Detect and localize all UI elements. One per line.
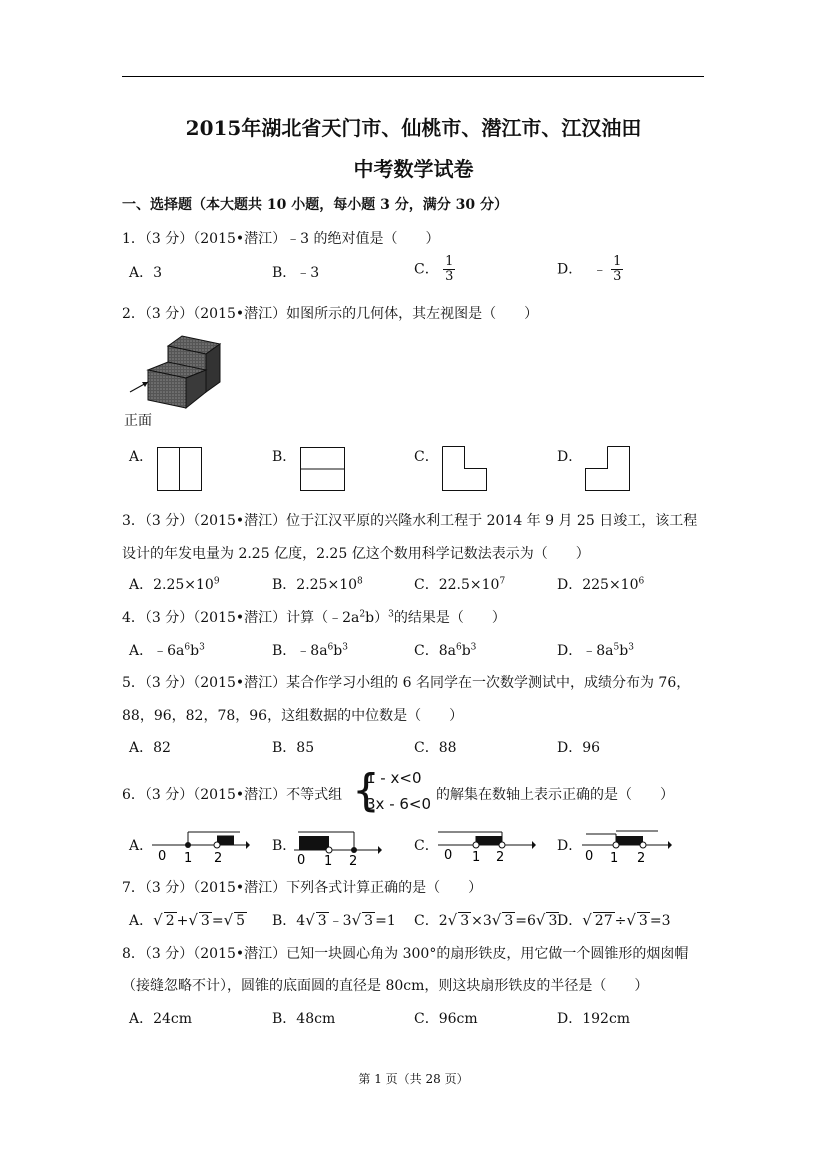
header-rule [122, 76, 704, 77]
page-footer: 第 1 页（共 28 页） [358, 1072, 469, 1086]
q6-numberline-c [436, 826, 536, 866]
q2-option-d: D． [557, 449, 583, 465]
tick-label-2: 2 [349, 854, 358, 866]
q6-numberline-d [580, 826, 672, 866]
q6-option-b: B． [272, 838, 297, 854]
q3-option-d: D．$225\times 10^6$ [557, 576, 645, 593]
question-3-line2: 设计的年发电量为 2.25 亿度，2.25 亿这个数用科学记数法表示为（ ） [122, 546, 590, 562]
question-1-stem: 1．（3 分）（2015•潜江）﹣3 的绝对值是（ ） [122, 231, 440, 247]
question-3-line1: 3．（3 分）（2015•潜江）位于江汉平原的兴隆水利工程于 2014 年 9 月 25 日竣工，该工程 [122, 513, 698, 529]
q5-option-d: D．96 [557, 740, 601, 756]
q7-option-a: A．√ 2 +√ 3 =√ 5 [129, 911, 246, 929]
q3-option-b: B．$2.25\times 10^8$ [272, 576, 363, 593]
q6-option-d: D． [557, 838, 583, 854]
q4-option-b: B．$﹣8a^6b^3$ [272, 642, 348, 659]
q2-option-b: B． [272, 449, 297, 465]
question-5-line2: 88，96，82，78，96，这组数据的中位数是（ ） [122, 708, 464, 724]
inequality-1: 1 - x<0 [366, 769, 422, 787]
q5-option-b: B．85 [272, 740, 315, 756]
tick-label-0: 0 [158, 849, 167, 864]
q8-option-c: C．96cm [414, 1011, 478, 1027]
q1-option-c: C． $\frac{1}{3}$ [414, 254, 454, 284]
front-view-label: 正面 [124, 413, 152, 429]
q2-figure-c [442, 446, 488, 492]
q1-option-d: D． ﹣ $\frac{1}{3}$ [557, 254, 622, 284]
page-title: 2015年湖北省天门市、仙桃市、潜江市、江汉油田 [185, 116, 642, 140]
q7-option-b: B．4√ 3 ﹣3√ 3 =1 [272, 911, 396, 929]
q4-option-c: C．$8a^6b^3$ [414, 642, 477, 659]
q6-numberline-a [150, 826, 250, 866]
q2-option-c: C． [414, 449, 439, 465]
q1-option-a: A．3 [129, 265, 163, 281]
q4-option-a: A．$﹣6a^6b^3$ [129, 642, 205, 659]
q6-option-a: A． [129, 838, 154, 854]
tick-label-1: 1 [184, 851, 193, 866]
q2-figure-d [585, 446, 631, 492]
fraction: $\frac{1}{3}$ [613, 254, 622, 284]
tick-label-0: 0 [297, 853, 306, 866]
tick-label-0: 0 [444, 848, 453, 863]
question-7-stem: 7．（3 分）（2015•潜江）下列各式计算正确的是（ ） [122, 880, 483, 896]
question-5-line1: 5．（3 分）（2015•潜江）某合作学习小组的 6 名同学在一次数学测试中，成绩分布为 76， [122, 675, 691, 691]
q2-figure-a [157, 447, 203, 493]
inequality-2: 3x - 6<0 [366, 795, 432, 813]
question-6-stem-post: 的解集在数轴上表示正确的是（ ） [436, 787, 674, 803]
question-6-stem-pre: 6．（3 分）（2015•潜江）不等式组 [122, 787, 343, 803]
question-8-line1: 8．（3 分）（2015•潜江）已知一块圆心角为 300°的扇形铁皮，用它做一个圆锥形的烟囱帽 [122, 946, 689, 962]
tick-label-2: 2 [496, 850, 505, 865]
tick-label-2: 2 [637, 851, 646, 866]
fraction: $\frac{1}{3}$ [445, 254, 454, 284]
system-brace: { [352, 765, 380, 816]
q6-numberline-b [292, 826, 382, 866]
question-8-line2: （接缝忽略不计），圆锥的底面圆的直径是 80cm，则这块扇形铁皮的半径是（ ） [122, 978, 649, 994]
q7-option-d: D．√ 27 ÷√ 3 =3 [557, 911, 671, 929]
q3-option-a: A．$2.25\times 10^9$ [129, 576, 220, 593]
q2-option-a: A． [129, 449, 154, 465]
question-4-stem: 4．（3 分）（2015•潜江）计算$(﹣2a^2b)^3$的结果是（ ） [122, 609, 506, 626]
page-subtitle: 中考数学试卷 [353, 157, 474, 181]
q8-option-b: B．48cm [272, 1011, 336, 1027]
question-2-stem: 2．（3 分）（2015•潜江）如图所示的几何体，其左视图是（ ） [122, 306, 539, 322]
q7-option-c: C．2√ 3 ×3√ 3 =6√ 3 [414, 911, 558, 929]
q1-option-b: B．﹣3 [272, 265, 320, 281]
q8-option-d: D．192cm [557, 1011, 631, 1027]
tick-label-2: 2 [214, 851, 223, 866]
q5-option-a: A．82 [129, 740, 171, 756]
tick-label-0: 0 [585, 849, 594, 864]
q4-option-d: D．$﹣8a^5b^3$ [557, 642, 634, 659]
tick-label-1: 1 [472, 850, 481, 865]
q5-option-c: C．88 [414, 740, 457, 756]
q3-option-c: C．$22.5\times 10^7$ [414, 576, 506, 593]
q8-option-a: A．24cm [129, 1011, 193, 1027]
tick-label-1: 1 [610, 851, 619, 866]
section-heading: 一、选择题（本大题共 10 小题，每小题 3 分，满分 30 分） [122, 197, 508, 213]
q2-figure-b [300, 447, 346, 493]
q6-option-c: C． [414, 838, 439, 854]
tick-label-1: 1 [324, 854, 333, 866]
